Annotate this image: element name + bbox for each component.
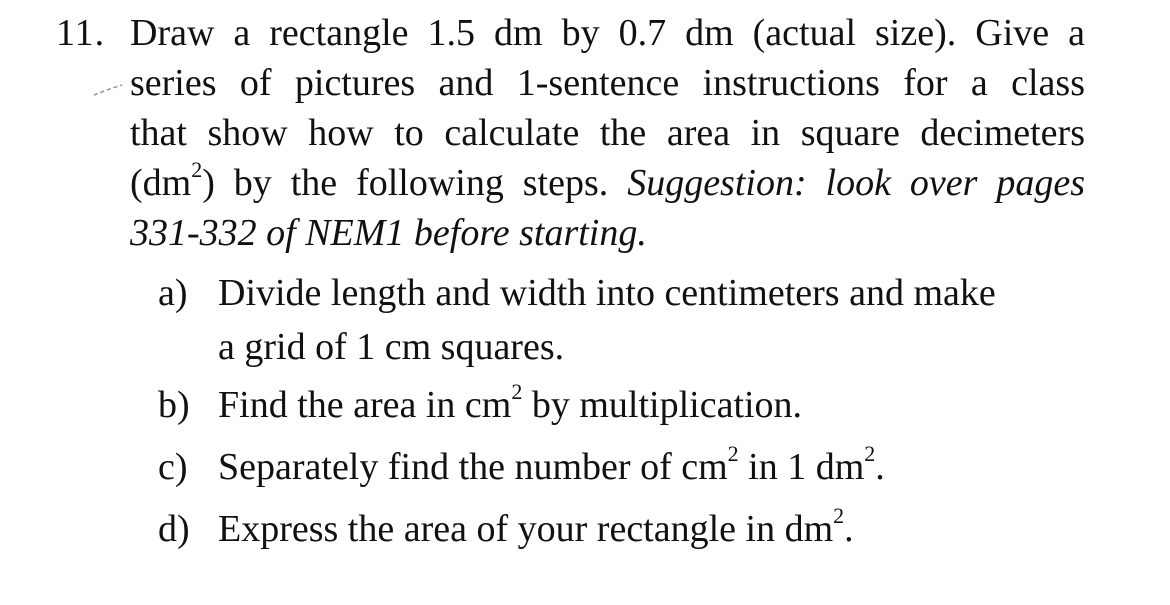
intro-line-1: Draw a rectangle 1.5 dm by 0.7 dm (actual size). Give a <box>130 12 1085 54</box>
step-marker: d) <box>158 508 190 550</box>
step-a-line-1: Divide length and width into centimeters and make <box>218 272 996 314</box>
exponent: 2 <box>833 503 845 529</box>
steps-lead-in: ) by the following steps. <box>202 162 628 204</box>
step-marker: a) <box>158 272 188 314</box>
step-c-text: Separately find the number of cm <box>218 446 728 488</box>
step-list <box>158 266 1118 556</box>
step-c-text-middle: in 1 dm <box>738 446 865 488</box>
step-text <box>218 378 1118 432</box>
intro-line-4 <box>130 158 1085 208</box>
step-text <box>218 266 1118 374</box>
problem-statement <box>130 8 1130 258</box>
step-c <box>158 440 1118 494</box>
suggestion-reference: 331-332 of NEM1 before starting. <box>130 212 647 254</box>
step-marker: b) <box>158 384 190 426</box>
step-text <box>218 440 1118 494</box>
step-c-text-end: . <box>875 446 885 488</box>
step-text <box>218 502 1118 556</box>
intro-line-2: series of pictures and 1-sentence instructions for a class <box>130 62 1085 104</box>
pencil-mark <box>92 82 126 98</box>
step-d-text: Express the area of your rectangle in dm <box>218 508 834 550</box>
step-b <box>158 378 1118 432</box>
step-a-line-2: a grid of 1 cm squares. <box>218 326 565 368</box>
step-a <box>158 266 1118 374</box>
intro-line-3: that show how to calculate the area in square decimeters <box>130 112 1085 154</box>
step-marker: c) <box>158 446 188 488</box>
problem-number: 11. <box>56 12 106 54</box>
exponent: 2 <box>864 441 876 467</box>
step-d <box>158 502 1118 556</box>
step-b-text-end: by multiplication. <box>522 384 803 426</box>
exponent: 2 <box>511 379 523 405</box>
step-b-text: Find the area in cm <box>218 384 512 426</box>
exponent: 2 <box>191 157 203 183</box>
dm-unit-open: (dm <box>130 162 192 204</box>
exponent: 2 <box>727 441 739 467</box>
step-d-text-end: . <box>844 508 854 550</box>
suggestion-text: Suggestion: look over pages <box>627 162 1085 204</box>
